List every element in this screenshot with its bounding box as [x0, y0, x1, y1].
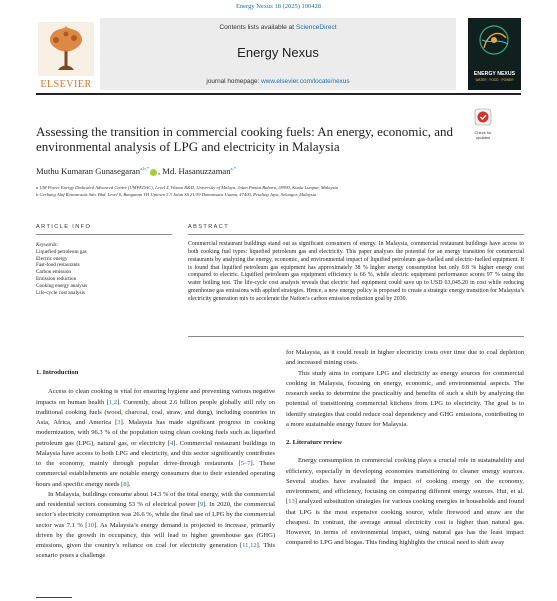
contents-prefix: Contents lists available at [219, 24, 296, 31]
keywords-block [36, 242, 166, 296]
elsevier-wordmark: ELSEVIER [40, 79, 92, 90]
contents-line [100, 24, 456, 31]
citation-link[interactable]: 9 [199, 501, 204, 508]
journal-reference[interactable]: Energy Nexus 18 (2025) 100428 [235, 3, 322, 10]
keyword-item: Electric energy [36, 255, 68, 262]
cover-subtitle: WATER · FOOD · POWER [475, 78, 514, 82]
citation-link[interactable]: 13 [288, 498, 295, 506]
abstract-bottom-rule [188, 336, 524, 337]
check-updates-label-2: updates [475, 134, 491, 140]
cover-title-line2: NEXUS [497, 71, 516, 77]
literature-review-heading: 2. Literature review [286, 439, 342, 446]
keyword-item: Fast-food restaurants [36, 262, 80, 269]
intro-paragraph-2: In Malaysia, buildings consume about 14.3 % of the total energy, with the commercial and residential sectors consuming 53 % of electrical power [9]. In 2020, the commercial sector’s electricity consumption was 26.6 %, while the final use of LPG by the commercial sector was 7.1 % [10]. As Malaysia’s energy demand is projected to increase, primarily driven by the growth in occupancy, this will lead to higher greenhouse gas (GHG) emissions, given the country’s reliance on coal for electricity generation [11,12]. This scenario poses a challenge [36, 490, 275, 560]
author-affiliation-marker[interactable]: a,* [230, 166, 237, 172]
footnote-divider [36, 597, 72, 598]
article-title: Assessing the transition in commercial cooking fuels: An energy, economic, and environmental analysis of LPG and electricity in Malaysia [36, 124, 453, 154]
elsevier-logo[interactable] [36, 20, 96, 90]
keywords-label: Keywords: [36, 242, 59, 248]
journal-masthead [100, 18, 456, 90]
keyword-item: Emission reduction [36, 275, 77, 282]
abstract-heading: ABSTRACT [188, 224, 230, 230]
homepage-prefix: journal homepage: [206, 78, 262, 85]
citation-link[interactable]: 11,12 [242, 542, 257, 549]
journal-cover[interactable] [468, 18, 521, 90]
citation-link[interactable]: 10 [87, 521, 95, 529]
orcid-icon[interactable] [150, 169, 157, 176]
header-divider [36, 93, 521, 95]
right-column [286, 348, 524, 549]
author-affiliation-marker[interactable]: a,b,* [140, 166, 149, 172]
keyword-item: Carbon emission [36, 269, 72, 276]
journal-header [36, 18, 521, 92]
keyword-item: Liquefied petroleum gas [36, 248, 87, 255]
article-info-heading: ARTICLE INFO [36, 224, 92, 230]
homepage-link[interactable]: www.elsevier.com/locate/nexus [261, 78, 350, 85]
affiliation-b: b Gerbang Alaf Restaurants Sdn. Bhd. Level 6, Bangunan TH Uptown 3 3 Jalan SS 21/39 Damansara Utama, 47400, Petaling Jaya, Selangor, Malaysia [36, 191, 317, 197]
cover-artwork-icon [468, 18, 521, 70]
affiliation-a: a UM Power Energy Dedicated Advanced Centre (UMPEDAC), Level 4, Wisma R&D, University of Malaya, Jalan Pantai Baharu, 59990, Kuala Lumpur, Malaysia [36, 185, 338, 190]
cover-title-line1: ENERGY [473, 71, 496, 77]
author-separator-and-name[interactable]: , Md. Hasanuzzaman [158, 166, 231, 176]
author-list [36, 166, 506, 176]
author-name[interactable]: Muthu Kumaran Gunasegaran [36, 166, 141, 176]
sciencedirect-link[interactable]: ScienceDirect [295, 24, 337, 31]
right-paragraph-continued: for Malaysia, as it could result in higher electricity costs over time due to coal depletion and increased mining costs. [286, 349, 524, 367]
citation-link[interactable]: 5–7 [240, 460, 251, 467]
cover-title [468, 71, 521, 77]
keyword-item: Life-cycle cost analysis [36, 289, 85, 296]
check-for-updates-badge[interactable] [470, 108, 496, 140]
abstract-text: Commercial restaurant buildings stand out as significant consumers of energy. In Malaysia, commercial restaurant buildings have access to both cooking fuel types: liquefied petroleum gas and electricity. This paper analyses the potential for an energy transition for commercial restaurants by analyzing the energy, economic, and environmental impact of liquified petroleum gas-fuelled and electric-fuelled equipment. It is found that liquified petroleum gas equipment has approximately 38 % higher energy consumption but only 0.8 % higher energy cost compared to electric. Liquified petroleum gas equipment efficiency is 66 %, while electric equipment performance scores 97 % using the water boiling test. The life-cycle cost analysis reveals that electric fuel equipment could save up to USD 63,045.20 in cost while reducing greenhouse gas emissions with applied strategies. Hence, a new energy policy is proposed to create a strategic energy transition for Malaysia’s electricity generation mix to accelerate the Nation’s carbon emission reduction goal by 2030. [188, 241, 524, 302]
affiliations [36, 185, 506, 198]
citation-link[interactable]: 3 [117, 419, 121, 426]
citation-link[interactable]: 4 [169, 439, 174, 447]
intro-paragraph-1: Access to clean cooking is vital for ensuring hygiene and preventing various negative impacts on human health [1,2]. Currently, about 2.6 billion people globally still rely on traditional cooking fuels (wood, charcoal, coal, straw, and dung), including countries in Asia, Africa, and America [3]. Malaysia has made significant progress in cooking modernization, with 96.3 % of the population using clean cooking fuels such as liquefied petroleum gas (LPG), natural gas, or electricity [4]. Commercial restaurant buildings in Malaysia have access to both LPG and electricity, and this sector significantly contributes to the economy, mainly through popular drive-through restaurants [5–7]. These commercial establishments are notable energy consumers due to their extended operating hours and specific energy needs [8]. [36, 388, 276, 488]
abstract-rule [188, 234, 524, 235]
homepage-line [100, 78, 456, 85]
keyword-item: Cooking energy analysis [36, 282, 88, 289]
journal-title: Energy Nexus [237, 45, 319, 60]
check-updates-label-1: Check for [474, 130, 492, 135]
citation-link[interactable]: 1,2 [108, 398, 118, 406]
intro-paragraph-3: This study aims to compare LPG and electricity as energy sources for commercial cooking in Malaysia, focusing on energy, economic, and environmental aspects. The research seeks to determine the practicality and benefits of such a shift by analyzing the potential of transitioning commercial kitchens from LPG to electricity. The goal is to identify strategies that could reduce coal dependency and GHG emissions, contributing to a more sustainable energy future for Malaysia. [286, 369, 524, 428]
article-info-rule [36, 234, 172, 235]
left-column [36, 368, 275, 562]
literature-paragraph-1: Energy consumption in commercial cooking plays a crucial role in sustainability and efficiency, especially in developing economies transitioning to cleaner energy sources. Several studies have evaluated the impact of cooking energy on the economy, environment, and efficiency, focusing on comparing different energy sources. Hui, et al. [13] analyzed substitution strategies for various cooking energies in households and found that LPG is the most expensive cooking source, while firewood and straw are the cheapest. In contrast, the average annual electricity cost is higher than natural gas. However, in terms of environmental impact, using natural gas has the least impact compared to LPG and biogas. This finding highlights the critical need to shift away [286, 457, 524, 547]
citation-link[interactable]: 8 [123, 480, 127, 488]
introduction-heading: 1. Introduction [36, 369, 79, 376]
check-updates-icon [470, 108, 496, 126]
